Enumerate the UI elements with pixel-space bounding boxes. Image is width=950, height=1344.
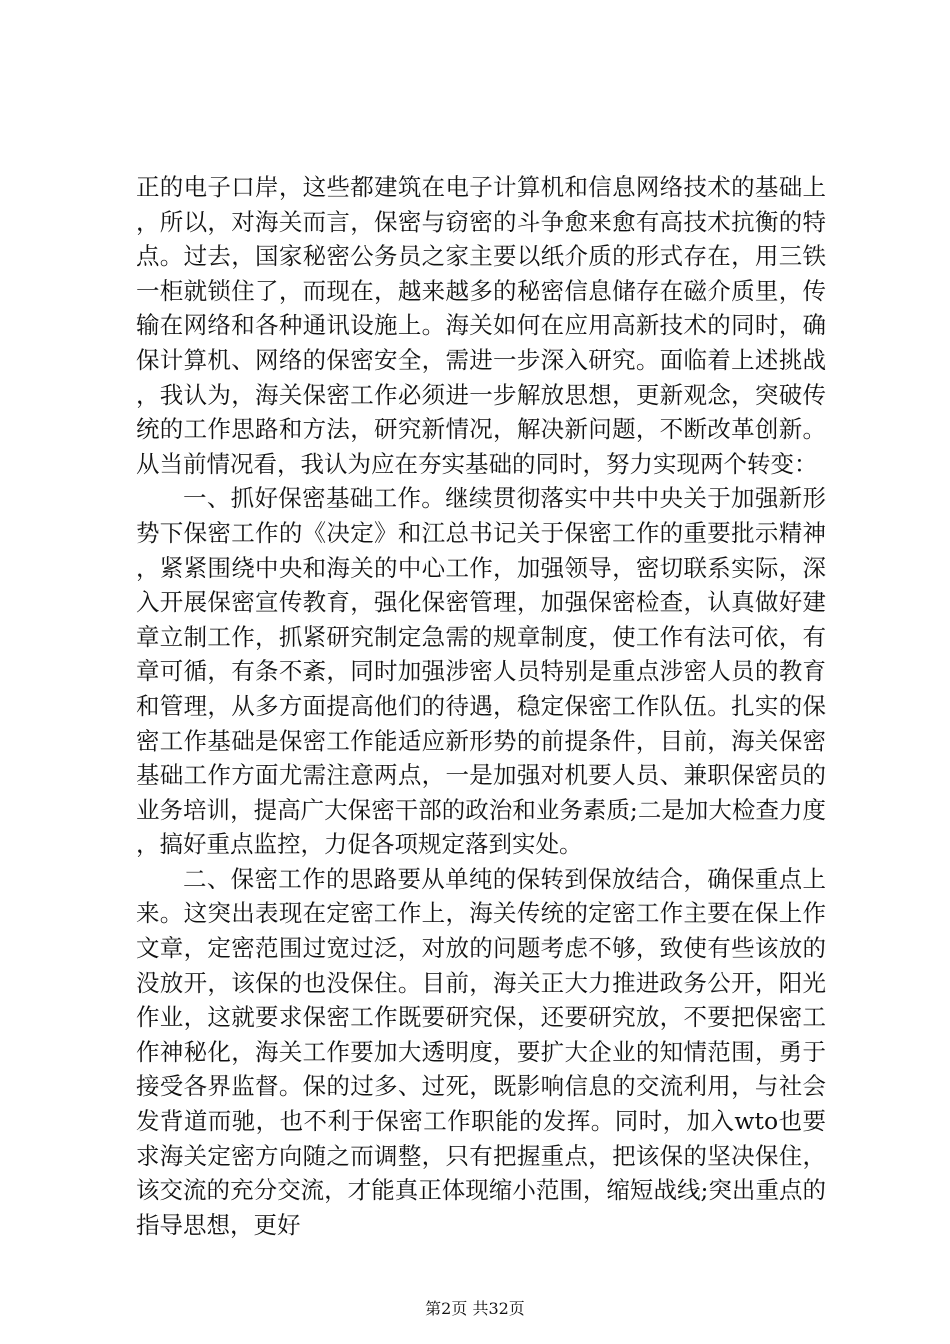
- paragraph-point-one: 一、抓好保密基础工作。继续贯彻落实中共中央关于加强新形势下保密工作的《决定》和江总书记关于保密工作的重要批示精神，紧紧围绕中央和海关的中心工作，加强领导，密切联系实际，深入开展保密宣传教育，强化保密管理，加强保密检查，认真做好建章立制工作，抓紧研究制定急需的规章制度，使工作有法可依，有章可循，有条不紊，同时加强涉密人员特别是重点涉密人员的教育和管理，从多方面提高他们的待遇，稳定保密工作队伍。扎实的保密工作基础是保密工作能适应新形势的前提条件，目前，海关保密基础工作方面尤需注意两点，一是加强对机要人员、兼职保密员的业务培训，提高广大保密干部的政治和业务素质;二是加大检查力度，搞好重点监控，力促各项规定落到实处。: [136, 484, 826, 859]
- paragraph-point-two: 二、保密工作的思路要从单纯的保转到保放结合，确保重点上来。这突出表现在定密工作上，海关传统的定密工作主要在保上作文章，定密范围过宽过泛，对放的问题考虑不够，致使有些该放的没放开，该保的也没保住。目前，海关正大力推进政务公开，阳光作业，这就要求保密工作既要研究保，还要研究放，不要把保密工作神秘化，海关工作要加大透明度，要扩大企业的知情范围，勇于接受各界监督。保的过多、过死，既影响信息的交流利用，与社会发背道而驰，也不利于保密工作职能的发挥。同时，加入wto也要求海关定密方向随之而调整，只有把握重点，把该保的坚决保住，该交流的充分交流，才能真正体现缩小范围，缩短战线;突出重点的指导思想，更好: [136, 864, 826, 1239]
- body-text: [136, 170, 826, 1242]
- page-number-footer: 第2页 共32页: [425, 1299, 525, 1318]
- paragraph-intro: 正的电子口岸，这些都建筑在电子计算机和信息网络技术的基础上，所以，对海关而言，保密与窃密的斗争愈来愈有高技术抗衡的特点。过去，国家秘密公务员之家主要以纸介质的形式存在，用三铁一柜就锁住了，而现在，越来越多的秘密信息储存在磁介质里，传输在网络和各种通讯设施上。海关如何在应用高新技术的同时，确保计算机、网络的保密安全，需进一步深入研究。面临着上述挑战，我认为，海关保密工作必须进一步解放思想，更新观念，突破传统的工作思路和方法，研究新情况，解决新问题，不断改革创新。从当前情况看，我认为应在夯实基础的同时，努力实现两个转变：: [136, 173, 826, 478]
